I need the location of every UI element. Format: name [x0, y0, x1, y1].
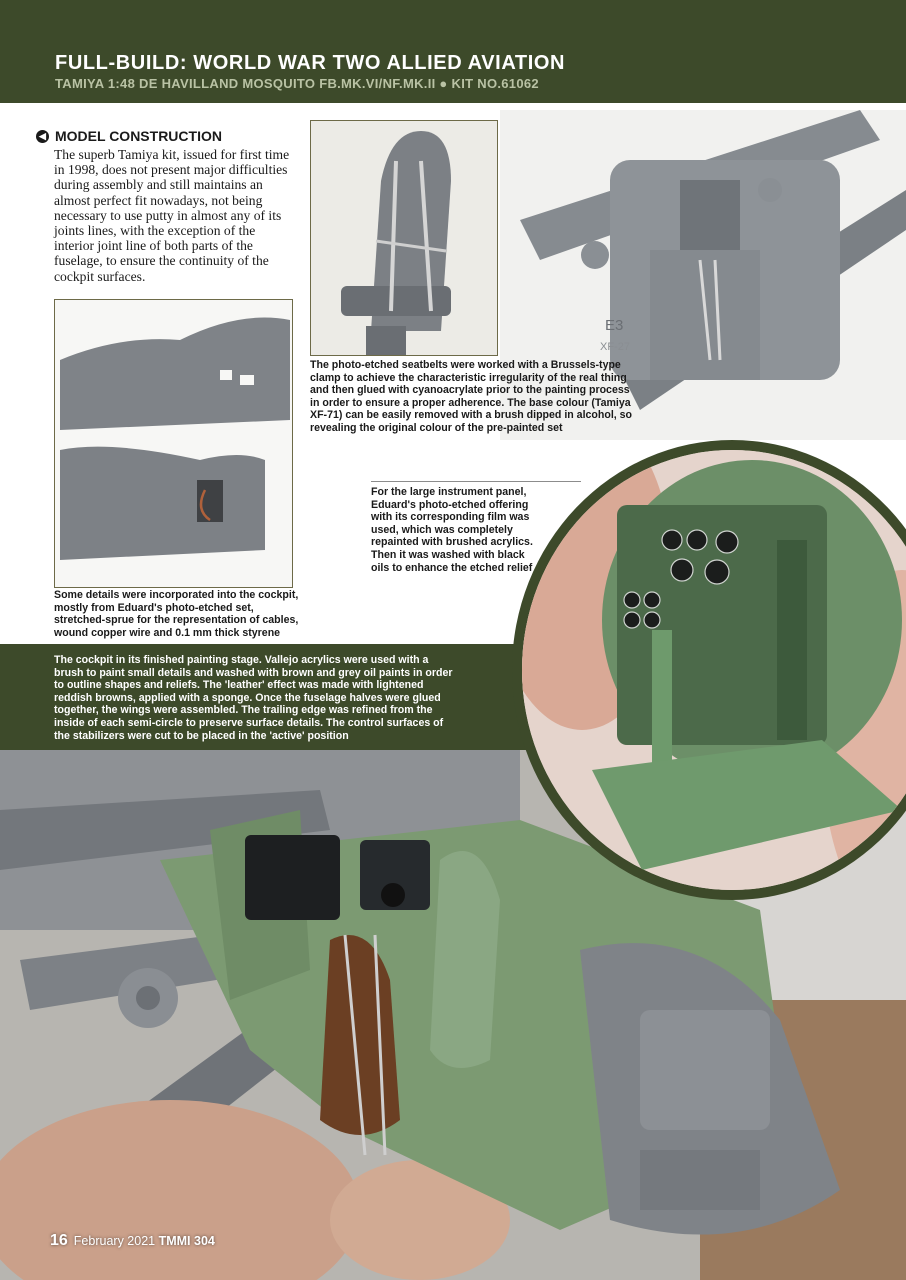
caption-seatbelts: The photo-etched seatbelts were worked with a Brussels-type clamp to achieve the characteristic irregularity of the real thing and then glued with cyanoacrylate prior to the painting process in order to ensure a proper adherence. The base colour (Tamiya XF-71) can be easily removed with a brush dipped in alcohol, so revealing the original colour of the pre-painted set [310, 359, 633, 434]
arrow-icon: ◀ [36, 130, 49, 143]
page-title: FULL-BUILD: WORLD WAR TWO ALLIED AVIATION [55, 52, 566, 74]
body-paragraph: The superb Tamiya kit, issued for first time in 1998, does not present major difficulties during assembly and still maintains an almost perfect fit nowadays, not being necessary to use putty in almost any of its joints lines, with the exception of the interior joint line of both parts of the fuselage, to ensure the continuity of the cockpit surfaces. [54, 147, 290, 284]
section-heading-label: MODEL CONSTRUCTION [55, 128, 222, 144]
section-heading [36, 128, 222, 144]
page-number: 16 [50, 1232, 68, 1249]
seatbelt-seat-photo [310, 120, 498, 356]
page-footer [50, 1232, 215, 1250]
issue-label [74, 1234, 215, 1248]
sprue-label-xf: XF-27 [600, 341, 630, 353]
caption-fuselage-details: Some details were incorporated into the cockpit, mostly from Eduard's photo-etched set, stretched-sprue for the representation of cables, wound copper wire and 0.1 mm thick styrene [54, 589, 299, 639]
magazine-name: TMMI 304 [158, 1234, 215, 1248]
caption-finished-cockpit: The cockpit in its finished painting stage. Vallejo acrylics were used with a brush to paint small details and washed with brown and grey oil paints in order to outline shapes and reliefs. The 'leather' effect was made with lightened reddish browns, applied with a sponge. Once the fuselage halves were glued together, the wings were assembled. The trailing edge was refined from the inside of each semi-circle to preserve surface details. The control surfaces of the stabilizers were cut to be placed in the 'active' position [54, 654, 453, 742]
caption-divider [371, 481, 581, 482]
fuselage-halves-photo [54, 299, 293, 588]
sprue-label-e3: E3 [605, 317, 624, 334]
page-subtitle: TAMIYA 1:48 DE HAVILLAND MOSQUITO FB.MK.VI/NF.MK.II ● KIT NO.61062 [55, 76, 539, 91]
issue-date: February 2021 [73, 1234, 156, 1248]
caption-instrument-panel: For the large instrument panel, Eduard's photo-etched offering with its corresponding film was used, which was completely repainted with brushed acrylics. Then it was washed with black oils to enhance the etched relief [371, 486, 533, 574]
